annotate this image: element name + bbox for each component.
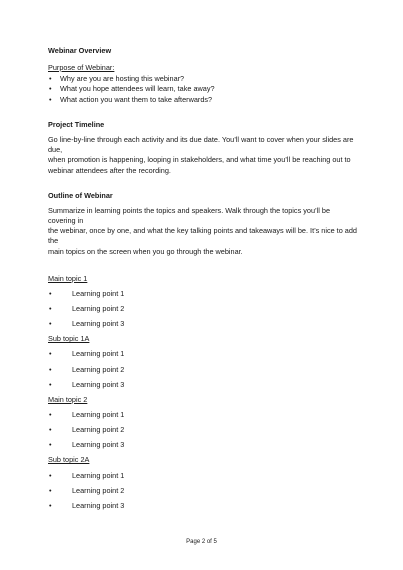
list-item bbox=[48, 84, 358, 94]
topic-points-list bbox=[48, 289, 358, 329]
list-item bbox=[48, 471, 358, 481]
list-item bbox=[48, 501, 358, 511]
bullet-icon: • bbox=[49, 349, 52, 359]
purpose-subtitle: Purpose of Webinar: bbox=[48, 63, 115, 72]
bullet-icon: • bbox=[49, 84, 52, 94]
bullet-icon: • bbox=[49, 485, 52, 495]
learning-point-text: Learning point 2 bbox=[72, 485, 125, 495]
list-item bbox=[48, 410, 358, 420]
list-item bbox=[48, 365, 358, 375]
topic-title-main-2: Main topic 2 bbox=[48, 394, 88, 404]
paragraph-line: webinar attendees after the recording. bbox=[48, 165, 171, 175]
list-item bbox=[48, 95, 358, 105]
learning-point-text: Learning point 1 bbox=[72, 288, 125, 298]
list-item bbox=[48, 304, 358, 314]
section-title-outline: Outline of Webinar bbox=[48, 190, 113, 200]
list-item bbox=[48, 289, 358, 299]
topic-points-list bbox=[48, 349, 358, 389]
list-item bbox=[48, 349, 358, 359]
purpose-bullet-list bbox=[48, 74, 358, 105]
bullet-icon: • bbox=[49, 470, 52, 480]
bullet-icon: • bbox=[49, 500, 52, 510]
topic-title-sub-2a: Sub topic 2A bbox=[48, 455, 90, 465]
learning-point-text: Learning point 3 bbox=[72, 379, 125, 389]
bullet-icon: • bbox=[49, 288, 52, 298]
bullet-text: Why are you are hosting this webinar? bbox=[60, 74, 185, 83]
learning-point-text: Learning point 3 bbox=[72, 500, 125, 510]
topic-title-sub-1a: Sub topic 1A bbox=[48, 334, 90, 344]
list-item bbox=[48, 440, 358, 450]
bullet-icon: • bbox=[49, 410, 52, 420]
paragraph-line: Summarize in learning points the topics and speakers. Walk through the topics you’ll be covering in bbox=[48, 205, 331, 225]
page-number-footer: Page 2 of 5 bbox=[186, 539, 217, 545]
list-item bbox=[48, 486, 358, 496]
learning-point-text: Learning point 3 bbox=[72, 440, 125, 450]
list-item bbox=[48, 380, 358, 390]
section-title-project-timeline: Project Timeline bbox=[48, 119, 105, 129]
learning-point-text: Learning point 2 bbox=[72, 304, 125, 314]
document-content bbox=[48, 46, 358, 511]
learning-point-text: Learning point 1 bbox=[72, 410, 125, 420]
learning-point-text: Learning point 1 bbox=[72, 470, 125, 480]
bullet-icon: • bbox=[49, 319, 52, 329]
list-item bbox=[48, 425, 358, 435]
learning-point-text: Learning point 2 bbox=[72, 425, 125, 435]
bullet-text: What action you want them to take afterwards? bbox=[60, 94, 213, 104]
section-title-webinar-overview: Webinar Overview bbox=[48, 46, 112, 55]
bullet-icon: • bbox=[49, 379, 52, 389]
learning-point-text: Learning point 2 bbox=[72, 364, 125, 374]
outline-paragraph bbox=[48, 206, 358, 257]
bullet-icon: • bbox=[49, 94, 52, 104]
bullet-text: What you hope attendees will learn, take away? bbox=[60, 84, 215, 94]
paragraph-line: main topics on the screen when you go through the webinar. bbox=[48, 246, 243, 256]
timeline-paragraph bbox=[48, 135, 358, 176]
bullet-icon: • bbox=[49, 364, 52, 374]
list-item bbox=[48, 74, 358, 84]
bullet-icon: • bbox=[49, 74, 52, 83]
topic-points-list bbox=[48, 410, 358, 450]
paragraph-line: when promotion is happening, looping in stakeholders, and what time you’ll be reaching out to bbox=[48, 155, 351, 165]
learning-point-text: Learning point 1 bbox=[72, 349, 125, 359]
paragraph-line: the webinar, once by one, and what the key talking points and takeaways will be. It’s nice to add the bbox=[48, 226, 357, 246]
list-item bbox=[48, 319, 358, 329]
topic-title-main-1: Main topic 1 bbox=[48, 273, 88, 283]
topic-points-list bbox=[48, 471, 358, 511]
bullet-icon: • bbox=[49, 440, 52, 450]
paragraph-line: Go line-by-line through each activity and its due date. You’ll want to cover when your slides are due, bbox=[48, 134, 354, 155]
bullet-icon: • bbox=[49, 304, 52, 314]
bullet-icon: • bbox=[49, 425, 52, 435]
learning-point-text: Learning point 3 bbox=[72, 319, 125, 329]
